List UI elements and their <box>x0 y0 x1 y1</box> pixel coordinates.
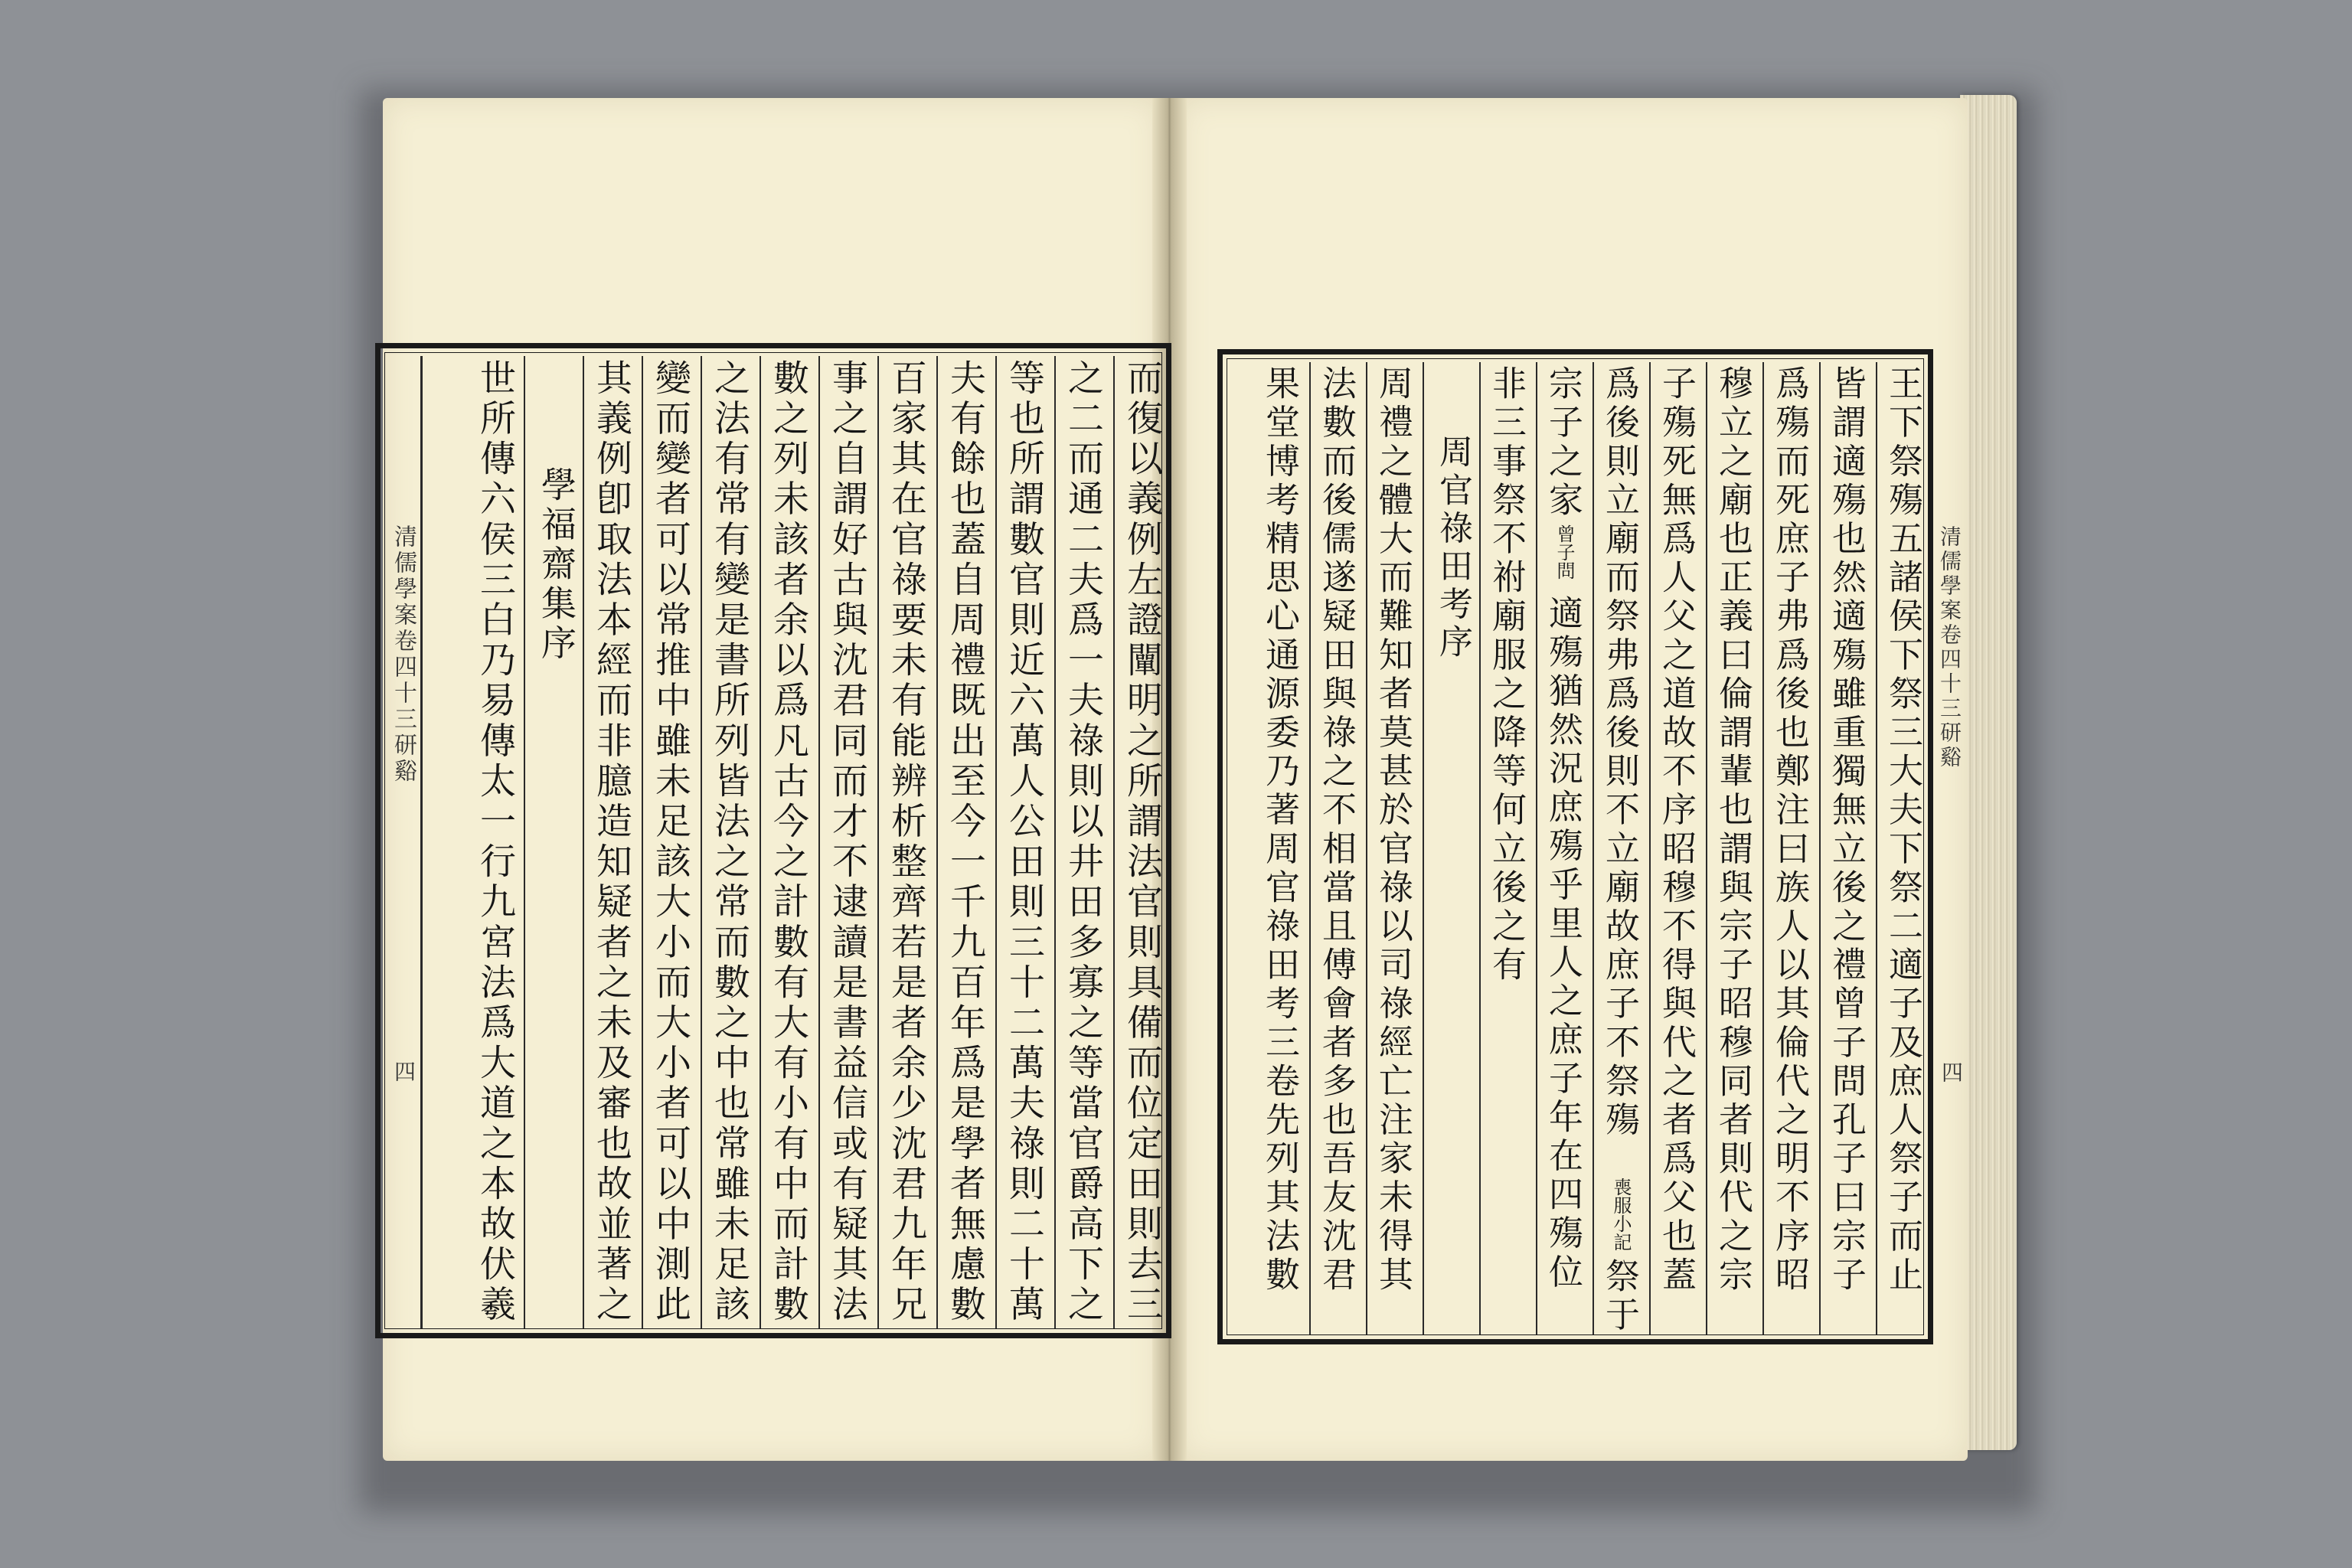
column-rule <box>1113 356 1115 1328</box>
column-rule <box>524 356 525 1328</box>
right-margin-strip <box>1937 349 1964 1344</box>
column-rule <box>1479 362 1481 1334</box>
text-column: 周禮之體大而難知者莫甚於官祿以司祿經亡注家未得其 <box>1373 365 1413 1295</box>
text-column: 宗子之家 <box>1543 365 1583 521</box>
text-column: 皆謂適殤也然適殤雖重獨無立後之禮曾子問孔子曰宗子 <box>1826 365 1867 1295</box>
text-column: 其義例卽取法本經而非臆造知疑者之未及審也故並著之 <box>590 359 632 1326</box>
column-rule <box>1366 362 1367 1334</box>
text-column: 夫有餘也蓋自周禮既出至今一千九百年爲是學者無慮數 <box>944 359 986 1326</box>
column-rule <box>936 356 938 1328</box>
text-column: 之二而通二夫爲一夫祿則以井田多寡之等當官爵高下之 <box>1062 359 1104 1326</box>
text-column: 之法有常有變是書所列皆法之常而數之中也常雖未足該 <box>708 359 750 1326</box>
column-rule <box>995 356 997 1328</box>
text-column: 百家其在官祿要未有能辨析整齊若是者余少沈君九年兄 <box>885 359 927 1326</box>
left-margin-rule <box>420 356 423 1328</box>
text-column: 非三事祭不祔廟服之降等何立後之有 <box>1486 365 1527 985</box>
right-margin-title: 清儒學案卷四十三研谿 <box>1937 525 1962 770</box>
text-column: 法數而後儒遂疑田與祿之不相當且傅會者多也吾友沈君 <box>1316 365 1357 1295</box>
right-margin-page: 四 <box>1939 1061 1964 1083</box>
column-rule <box>818 356 820 1328</box>
column-rule <box>1536 362 1537 1334</box>
column-rule <box>1592 362 1594 1334</box>
column-rule <box>583 356 584 1328</box>
left-margin-page: 四 <box>391 1060 416 1082</box>
text-column: 而復以義例左證闡明之所謂法官則具備而位定田則去三 <box>1121 359 1163 1326</box>
column-rule <box>642 356 643 1328</box>
section-title: 周官祿田考序 <box>1433 434 1472 662</box>
text-column: 果堂博考精思心通源委乃著周官祿田考三卷先列其法數 <box>1259 365 1300 1295</box>
text-column: 爲後則立廟而祭弗爲後則不立廟故庶子不祭殤 <box>1599 365 1640 1140</box>
text-column: 王下祭殤五諸侯下祭三大夫下祭二適子及庶人祭子而止 <box>1883 365 1923 1295</box>
left-page-frame <box>375 343 1171 1338</box>
column-rule <box>701 356 702 1328</box>
right-page-frame <box>1217 349 1933 1344</box>
column-rule <box>1819 362 1821 1334</box>
text-column: 子殤死無爲人父之道故不序昭穆不得與代之者爲父也蓋 <box>1656 365 1697 1295</box>
text-column: 數之列未該者余以爲凡古今之計數有大有小有中而計數 <box>767 359 809 1326</box>
column-rule <box>1309 362 1311 1334</box>
column-rule <box>1762 362 1764 1334</box>
column-rule <box>1706 362 1707 1334</box>
text-column-tail: 適殤猶然況庶殤乎里人之庶子年在四殤位 <box>1543 595 1583 1292</box>
inline-note: 曾子問 <box>1553 524 1575 580</box>
column-rule <box>1423 362 1424 1334</box>
text-column: 等也所謂數官則近六萬人公田則三十二萬夫祿則二十萬 <box>1003 359 1045 1326</box>
text-column: 穆立之廟也正義曰倫謂輩也謂與宗子昭穆同者則代之宗 <box>1713 365 1753 1295</box>
section-title: 學福齋集序 <box>536 466 577 664</box>
left-margin-title: 清儒學案卷四十三研谿 <box>390 524 416 785</box>
text-column: 事之自謂好古與沈君同而才不逮讀是書益信或有疑其法 <box>826 359 868 1326</box>
column-rule <box>760 356 761 1328</box>
column-rule <box>877 356 879 1328</box>
text-column: 爲殤而死庶子弗爲後也鄭注曰族人以其倫代之明不序昭 <box>1769 365 1810 1295</box>
column-rule <box>1876 362 1877 1334</box>
inline-note: 喪服小記 <box>1610 1178 1632 1251</box>
column-rule <box>1054 356 1056 1328</box>
text-column-tail: 祭于 <box>1599 1258 1640 1336</box>
text-column: 變而變者可以常推中雖未足該大小而大小者可以中測此 <box>649 359 691 1326</box>
text-column: 世所傳六侯三白乃易傳太一行九宮法爲大道之本故伏羲 <box>474 359 516 1326</box>
page-edge-stack <box>1960 95 2017 1450</box>
column-rule <box>1649 362 1651 1334</box>
